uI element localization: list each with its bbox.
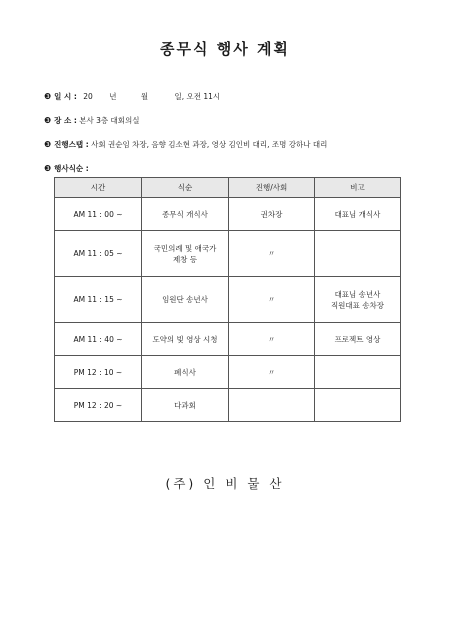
- bullet-icon: ❸: [44, 116, 52, 125]
- cell-note: [315, 389, 401, 422]
- staff-label: 진행스탭 :: [54, 140, 89, 149]
- cell-note: [315, 231, 401, 277]
- cell-program: 다과회: [142, 389, 229, 422]
- table-row: [55, 277, 401, 323]
- schedule-table: [54, 177, 401, 422]
- cell-time: PM 12 : 10 ~: [55, 356, 142, 389]
- cell-note: 대표님 개식사: [315, 198, 401, 231]
- cell-program: 종무식 개식사: [142, 198, 229, 231]
- cell-host: 〃: [229, 277, 315, 323]
- header-time: 시간: [55, 178, 142, 198]
- cell-time: AM 11 : 15 ~: [55, 277, 142, 323]
- bullet-icon: ❸: [44, 140, 52, 149]
- table-row: [55, 389, 401, 422]
- company-name: (주) 인 비 물 산: [165, 476, 285, 491]
- date-month-unit: 월: [140, 92, 149, 101]
- cell-host: 권차장: [229, 198, 315, 231]
- header-host: 진행/사회: [229, 178, 315, 198]
- header-program: 식순: [142, 178, 229, 198]
- date-day-unit: 일, 오전 11시: [174, 92, 221, 101]
- cell-note: 대표님 송년사 직원대표 송차장: [315, 277, 401, 323]
- cell-note: 프로젝트 영상: [315, 323, 401, 356]
- cell-host: [229, 389, 315, 422]
- table-row: [55, 356, 401, 389]
- info-staff: [44, 139, 327, 150]
- bullet-icon: ❸: [44, 92, 52, 101]
- cell-program: 도약의 빛 영상 시청: [142, 323, 229, 356]
- info-date: [44, 91, 220, 102]
- header-note: 비고: [315, 178, 401, 198]
- cell-host: 〃: [229, 323, 315, 356]
- cell-time: PM 12 : 20 ~: [55, 389, 142, 422]
- table-row: [55, 198, 401, 231]
- document-title: 종무식 행사 계획: [160, 40, 290, 58]
- place-label: 장 소 :: [54, 116, 77, 125]
- date-label: 일 시 :: [54, 92, 77, 101]
- info-place: [44, 115, 140, 126]
- place-value: 본사 3층 대회의실: [79, 116, 140, 125]
- cell-program: 임원단 송년사: [142, 277, 229, 323]
- table-row: [55, 323, 401, 356]
- date-year: 20: [83, 92, 93, 101]
- cell-host: 〃: [229, 231, 315, 277]
- cell-time: AM 11 : 00 ~: [55, 198, 142, 231]
- cell-program: 국민의례 및 애국가 제창 등: [142, 231, 229, 277]
- staff-value: 사회 권순임 차장, 음향 김소현 과장, 영상 김인비 대리, 조명 강하나 대리: [91, 140, 328, 149]
- cell-host: 〃: [229, 356, 315, 389]
- cell-program: 폐식사: [142, 356, 229, 389]
- table-header-row: [55, 178, 401, 198]
- program-label: 행사식순 :: [54, 164, 89, 173]
- date-year-unit: 년: [109, 92, 117, 101]
- cell-note: [315, 356, 401, 389]
- bullet-icon: ❸: [44, 164, 52, 173]
- info-program: [44, 163, 89, 174]
- table-row: [55, 231, 401, 277]
- cell-time: AM 11 : 05 ~: [55, 231, 142, 277]
- cell-time: AM 11 : 40 ~: [55, 323, 142, 356]
